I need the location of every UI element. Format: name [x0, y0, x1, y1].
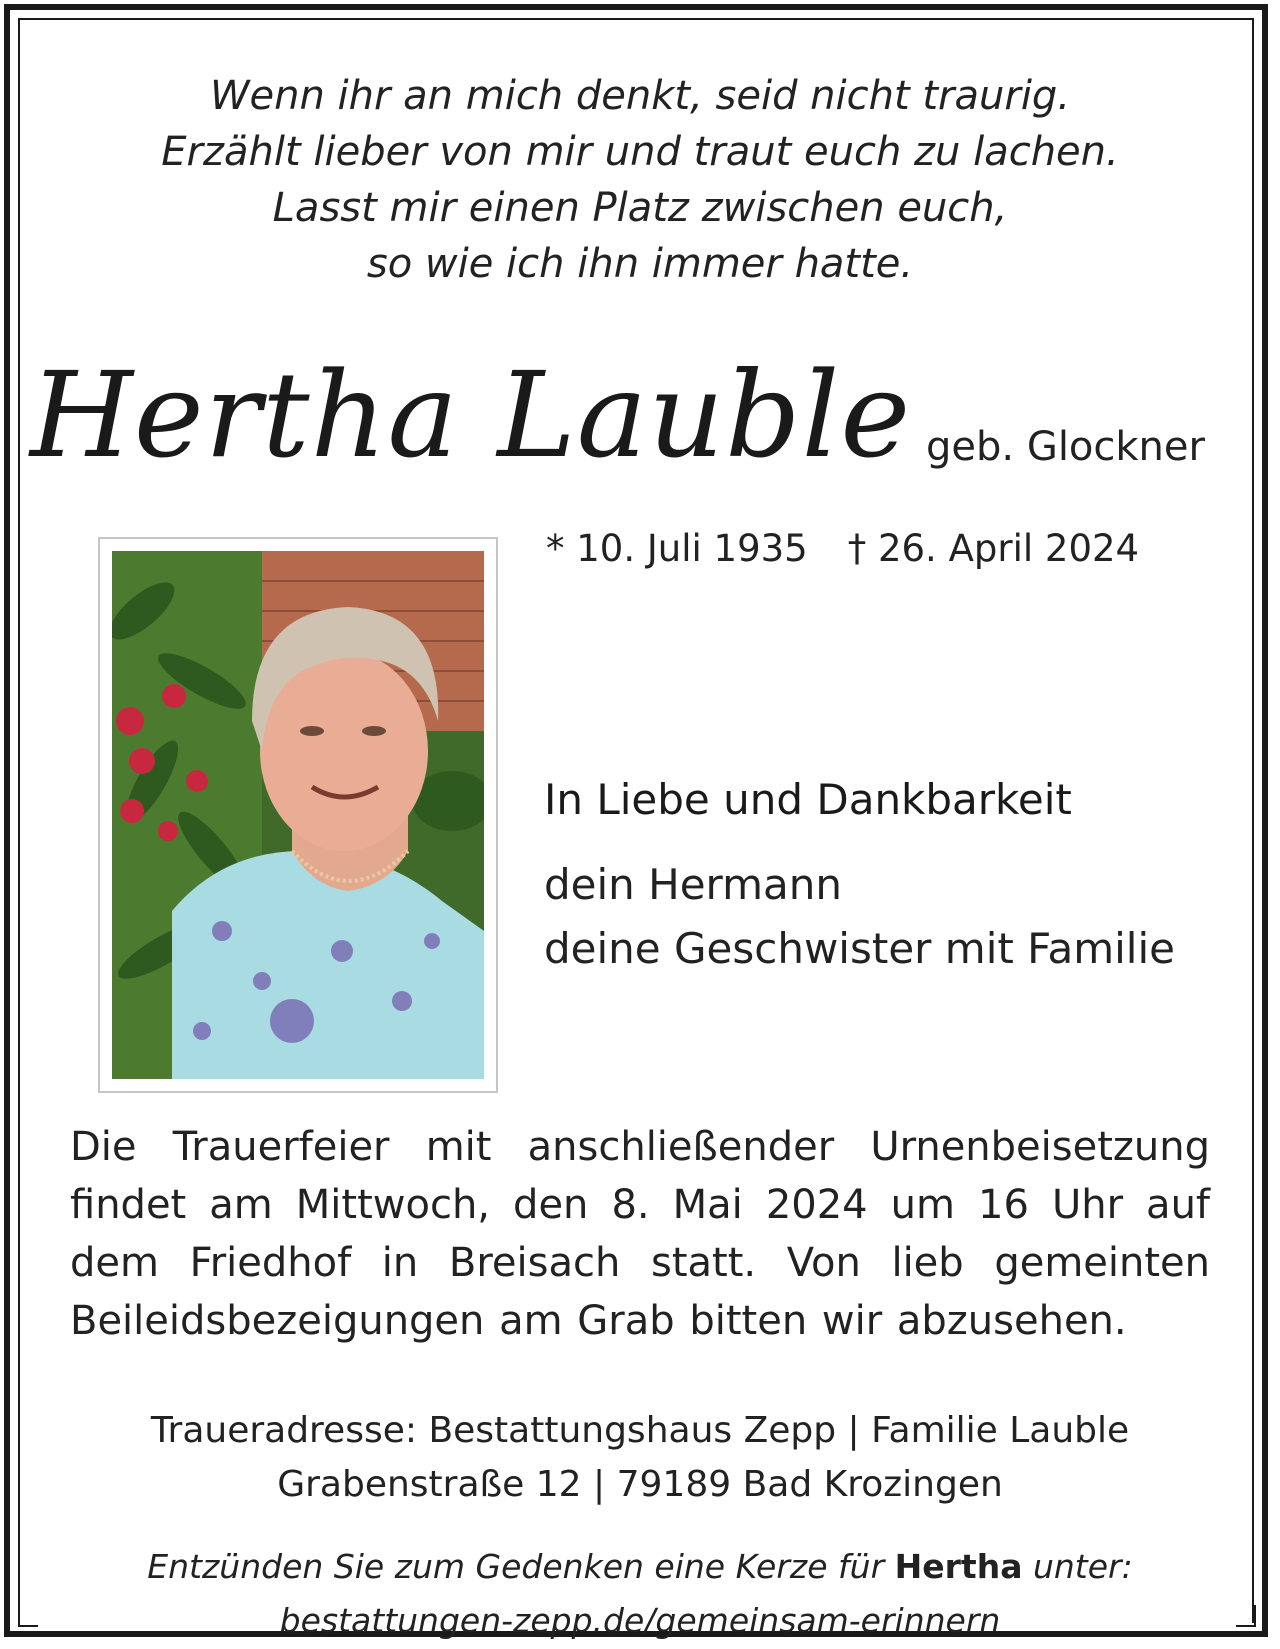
memorial-url[interactable]: bestattungen-zepp.de/gemeinsam-erinnern: [279, 1601, 1001, 1640]
address-line-1: Traueradresse: Bestattungshaus Zepp | Familie Lauble: [150, 1410, 1130, 1451]
poem-line: Lasst mir einen Platz zwischen euch,: [272, 185, 1008, 231]
candle-line: [0, 1540, 1280, 1594]
thanks-heading: In Liebe und Dankbarkeit: [544, 775, 1072, 824]
candle-prefix: Entzünden Sie zum Gedenken eine Kerze für: [147, 1547, 885, 1586]
portrait-frame: [98, 537, 498, 1093]
candle-name: Hertha: [894, 1547, 1023, 1586]
mourner-line: dein Hermann: [544, 860, 842, 909]
mourners-list: [544, 853, 1175, 981]
poem-line: Erzählt lieber von mir und traut euch zu lachen.: [161, 129, 1119, 175]
deceased-name: Hertha Lauble: [30, 346, 912, 484]
address-line-2: Grabenstraße 12 | 79189 Bad Krozingen: [277, 1464, 1003, 1505]
portrait-photo: [112, 551, 484, 1079]
life-dates: [546, 526, 1139, 572]
poem-line: so wie ich ihn immer hatte.: [366, 241, 914, 287]
poem-line: Wenn ihr an mich denkt, seid nicht traurig.: [209, 73, 1071, 119]
poem: [0, 68, 1280, 292]
candle-suffix: unter:: [1032, 1547, 1133, 1586]
maiden-name: geb. Glockner: [926, 424, 1205, 470]
candle-notice: [0, 1540, 1280, 1648]
mourning-address: [0, 1404, 1280, 1512]
death-date: † 26. April 2024: [847, 527, 1140, 570]
birth-date: * 10. Juli 1935: [546, 527, 808, 570]
service-text: Die Trauerfeier mit anschließender Urnenbeisetzung findet am Mittwoch, den 8. Mai 2024 um 16 Uhr auf dem Friedhof in Breisach statt. Von lieb gemeinten Beileidsbezeigungen am Grab bitten wir abzusehen.: [70, 1124, 1210, 1344]
mourner-line: deine Geschwister mit Familie: [544, 924, 1175, 973]
